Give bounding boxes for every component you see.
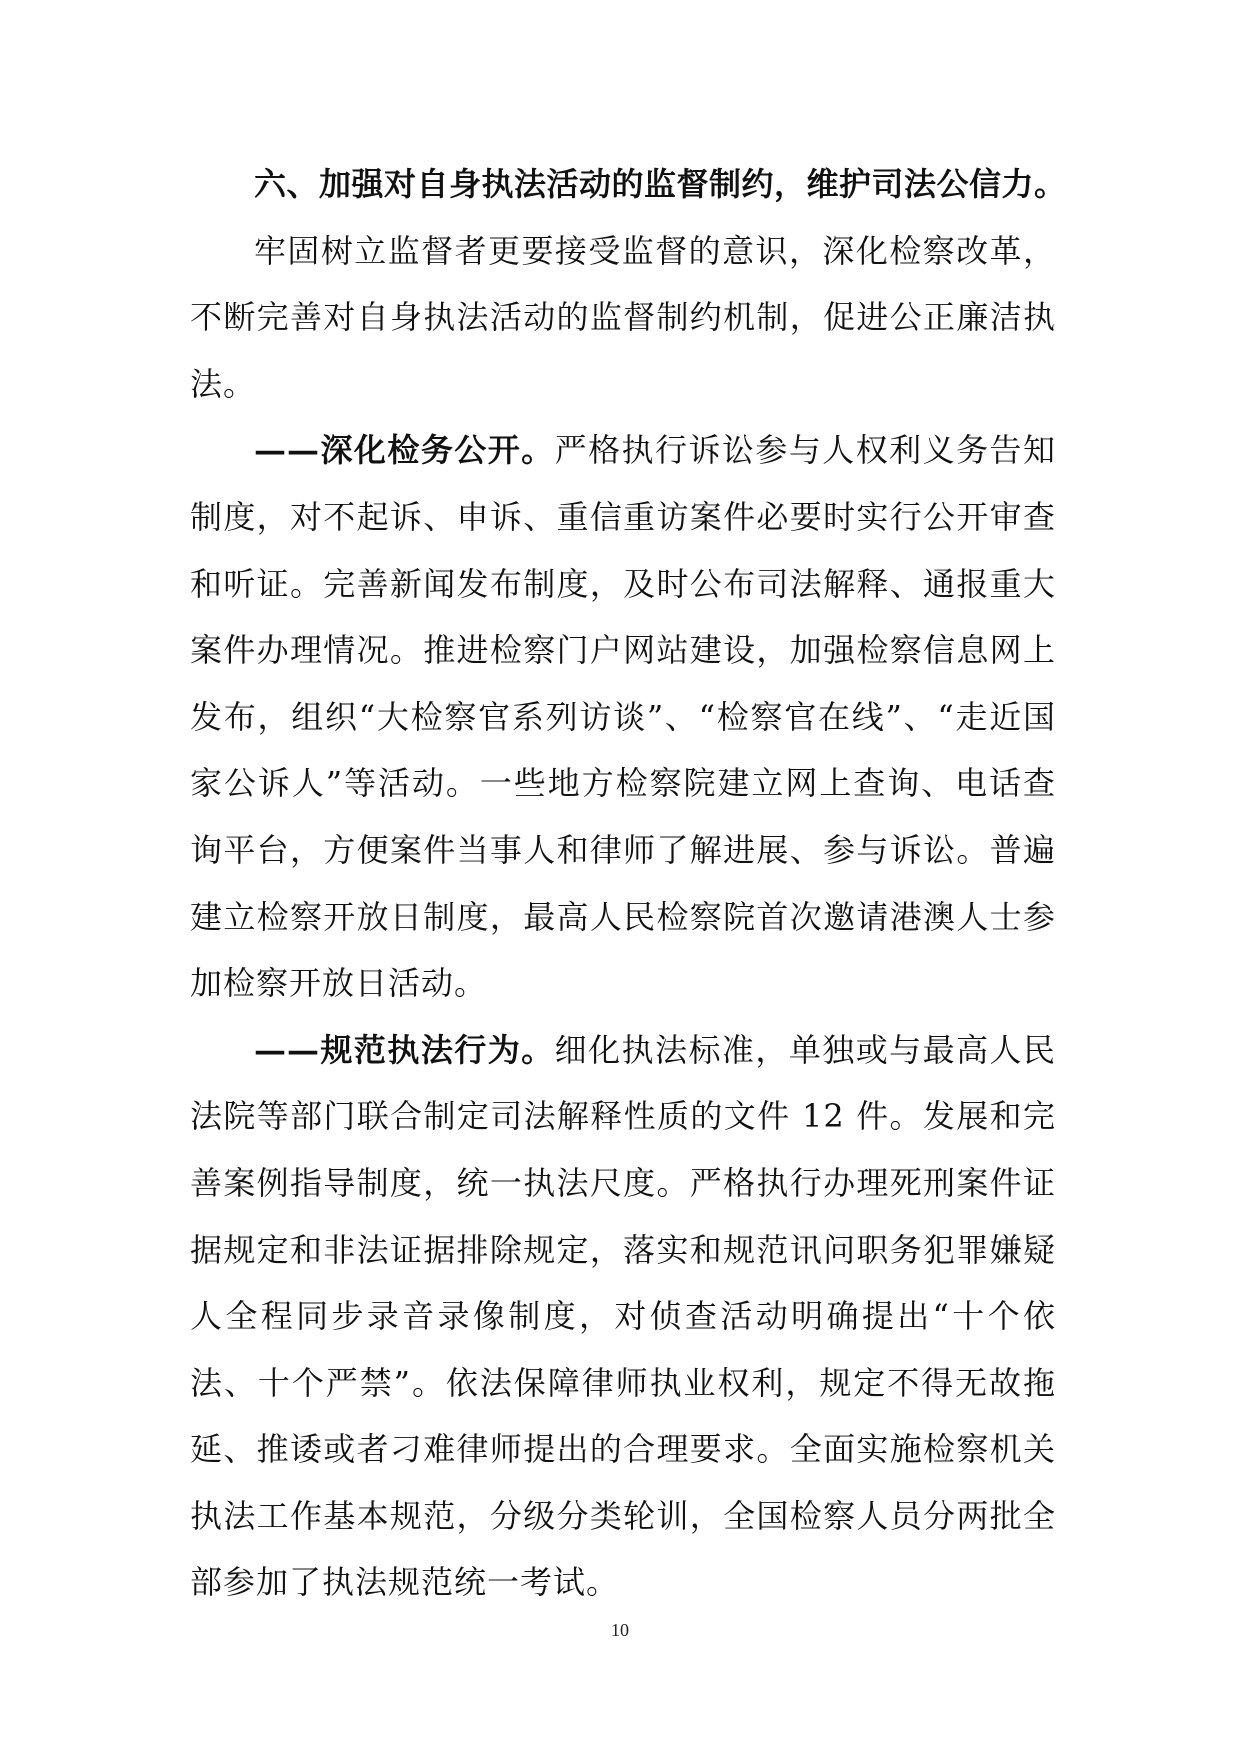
body-regulate-conduct: 细化执法标准，单独或与最高人民法院等部门联合制定司法解释性质的文件 12 件。发展和完善案例指导制度，统一执法尺度。严格执行办理死刑案件证据规定和非法证据排除规定，落实和规范讯问职务犯罪嫌疑人全程同步录音录像制度，对侦查活动明确提出“十个依法、十个严禁”。依法保障律师执业权利，规定不得无故拖延、推诿或者刁难律师提出的合理要求。全面实施检察机关执法工作基本规范，分级分类轮训，全国检察人员分两批全部参加了执法规范统一考试。 — [190, 1030, 1056, 1602]
section-heading: 六、加强对自身执法活动的监督制约，维护司法公信力。 — [254, 165, 1067, 203]
lead-judicial-transparency: ——深化检务公开。 — [254, 431, 555, 470]
body-judicial-transparency: 严格执行诉讼参与人权利义务告知制度，对不起诉、申诉、重信重访案件必要时实行公开审查和听证。完善新闻发布制度，及时公布司法解释、通报重大案件办理情况。推进检察门户网站建设，加强检察信息网上发布，组织“大检察官系列访谈”、“检察官在线”、“走近国家公诉人”等活动。一些地方检察院建立网上查询、电话查询平台，方便案件当事人和律师了解进展、参与诉讼。普遍建立检察开放日制度，最高人民检察院首次邀请港澳人士参加检察开放日活动。 — [190, 431, 1056, 1003]
page-number: 10 — [611, 1620, 629, 1640]
lead-regulate-conduct: ——规范执法行为。 — [254, 1030, 555, 1069]
intro-paragraph: 牢固树立监督者更要接受监督的意识，深化检察改革，不断完善对自身执法活动的监督制约机制，促进公正廉洁执法。 — [190, 231, 1056, 403]
paragraph-regulate-conduct — [190, 1017, 1056, 1616]
paragraph-judicial-transparency — [190, 417, 1056, 1016]
document-body — [190, 151, 1067, 1616]
